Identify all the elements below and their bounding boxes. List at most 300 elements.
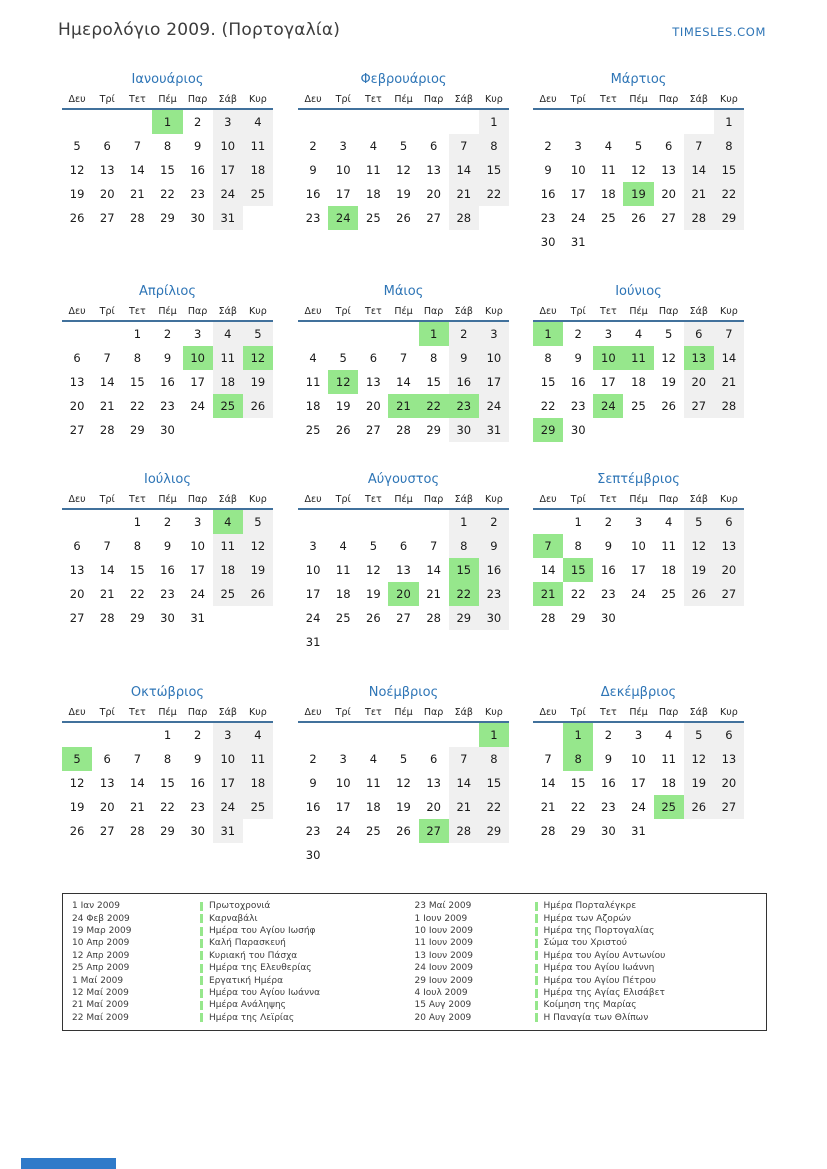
month-block: [533, 282, 744, 442]
day-cell: 4: [604, 139, 613, 153]
weekend-day-cell: 10: [479, 346, 509, 370]
holiday-day-cell: 10: [593, 346, 623, 370]
holiday-marker-bar: [200, 1001, 203, 1010]
day-cell: 3: [193, 327, 202, 341]
day-cell: 2: [574, 327, 582, 341]
weekday-label: Παρ: [187, 494, 208, 505]
legend-row: [72, 999, 415, 1011]
month-title[interactable]: Φεβρουάριος: [360, 72, 447, 87]
day-cell: 24: [335, 824, 351, 838]
weekend-day-cell: 6: [714, 510, 744, 534]
weekend-day-cell: 10: [213, 747, 243, 771]
weekday-header: [62, 707, 273, 723]
weekday-header: [298, 494, 509, 510]
weekend-day-cell: 27: [714, 582, 744, 606]
day-cell: 8: [133, 539, 142, 553]
day-cell: 10: [190, 539, 205, 553]
day-cell: 17: [335, 800, 351, 814]
weekend-day-cell: 18: [243, 771, 273, 795]
weekend-day-cell: 24: [479, 394, 509, 418]
weekday-label: Σάβ: [218, 494, 237, 505]
weekend-day-cell: 28: [684, 206, 714, 230]
day-cell: 20: [426, 800, 441, 814]
holiday-day-cell: 1: [419, 322, 449, 346]
legend-column-left: [72, 900, 415, 1024]
month-title[interactable]: Απρίλιος: [138, 284, 197, 299]
day-grid: [298, 322, 509, 442]
legend-row: [72, 950, 415, 962]
legend-date: 20 Αυγ 2009: [414, 1012, 472, 1023]
day-cell: 21: [426, 587, 441, 601]
legend-date: 1 Μαί 2009: [72, 975, 124, 986]
day-cell: 16: [305, 187, 321, 201]
month-title[interactable]: Αύγουστος: [367, 472, 440, 487]
empty-day-cell: [623, 606, 653, 630]
empty-day-cell: [684, 819, 714, 843]
day-cell: 6: [369, 351, 378, 365]
day-cell: 8: [133, 351, 142, 365]
day-cell: 8: [163, 752, 172, 766]
weekday-header: [533, 306, 744, 322]
weekday-label: Κυρ: [249, 494, 267, 505]
day-grid: [298, 110, 509, 230]
weekday-label: Σάβ: [454, 707, 473, 718]
weekday-label: Δευ: [68, 306, 86, 317]
day-cell: 3: [309, 539, 317, 553]
weekend-day-cell: 13: [714, 747, 744, 771]
weekday-label: Κυρ: [249, 306, 267, 317]
day-cell: 21: [99, 587, 115, 601]
legend-holiday-name: Ημέρα του Αγίου Ιωάννη: [543, 963, 655, 974]
weekday-label: Σάβ: [689, 306, 708, 317]
weekend-day-cell: 14: [714, 346, 744, 370]
weekday-label: Τρί: [99, 494, 115, 505]
day-cell: 6: [399, 539, 408, 553]
legend-date: 13 Ιουν 2009: [414, 950, 473, 961]
day-grid: [533, 510, 744, 630]
weekend-day-cell: 1: [479, 110, 509, 134]
day-cell: 23: [190, 800, 205, 814]
weekday-label: Τρί: [570, 707, 586, 718]
weekday-label: Κυρ: [485, 94, 503, 105]
day-cell: 29: [570, 824, 586, 838]
day-cell: 22: [160, 187, 175, 201]
holiday-day-cell: 7: [533, 534, 563, 558]
day-cell: 8: [429, 351, 438, 365]
day-cell: 30: [601, 611, 616, 625]
day-cell: 24: [190, 399, 205, 413]
legend-date: 10 Απρ 2009: [72, 938, 130, 949]
day-cell: 3: [574, 139, 582, 153]
legend-date: 1 Ιαν 2009: [72, 901, 120, 912]
day-cell: 21: [130, 187, 145, 201]
day-cell: 26: [631, 211, 646, 225]
empty-day-cell: [714, 418, 744, 442]
weekday-label: Τετ: [129, 494, 146, 505]
weekday-label: Δευ: [304, 707, 322, 718]
day-cell: 7: [399, 351, 408, 365]
weekend-day-cell: 27: [714, 795, 744, 819]
legend-holiday-name: Ημέρα Πορταλέγκρε: [543, 901, 637, 912]
day-cell: 20: [69, 399, 85, 413]
legend-holiday-name: Καρναβάλι: [209, 913, 258, 924]
legend-holiday-name: Ημέρα της Αγίας Ελισάβετ: [543, 988, 665, 999]
day-cell: 9: [193, 139, 202, 153]
day-cell: 6: [73, 351, 81, 365]
empty-day-cell: [479, 630, 509, 654]
empty-day-cell: [654, 230, 684, 254]
legend-row: [72, 937, 415, 949]
day-cell: 31: [305, 635, 321, 649]
day-cell: 21: [130, 800, 145, 814]
day-cell: 16: [570, 375, 586, 389]
day-cell: 11: [661, 752, 676, 766]
day-cell: 2: [193, 728, 202, 742]
month-title[interactable]: Ιανουάριος: [131, 72, 204, 87]
day-cell: 24: [631, 587, 646, 601]
holiday-day-cell: 29: [533, 418, 563, 442]
legend-row: [415, 974, 758, 986]
empty-day-cell: [122, 723, 152, 747]
month-block: [533, 70, 744, 254]
legend-date: 12 Μαί 2009: [72, 988, 129, 999]
day-cell: 18: [335, 587, 351, 601]
empty-day-cell: [449, 723, 479, 747]
weekday-label: Τετ: [600, 707, 617, 718]
month-title[interactable]: Μάρτιος: [610, 72, 667, 87]
weekend-day-cell: 21: [449, 795, 479, 819]
weekday-label: Παρ: [187, 707, 208, 718]
weekend-day-cell: 2: [479, 510, 509, 534]
weekend-day-cell: 18: [243, 158, 273, 182]
day-cell: 12: [661, 351, 676, 365]
empty-day-cell: [213, 418, 243, 442]
weekend-day-cell: 6: [714, 723, 744, 747]
day-cell: 18: [366, 800, 381, 814]
month-title[interactable]: Δεκέμβριος: [600, 685, 677, 700]
day-cell: 9: [163, 539, 172, 553]
weekend-day-cell: 6: [684, 322, 714, 346]
day-cell: 15: [160, 163, 175, 177]
empty-day-cell: [419, 110, 449, 134]
day-cell: 28: [426, 611, 441, 625]
weekend-day-cell: 5: [243, 322, 273, 346]
day-cell: 14: [540, 563, 556, 577]
day-cell: 24: [190, 587, 205, 601]
day-cell: 26: [366, 611, 381, 625]
day-cell: 29: [130, 423, 145, 437]
legend-date: 24 Φεβ 2009: [72, 913, 130, 924]
day-cell: 9: [163, 351, 172, 365]
month-title[interactable]: Σεπτέμβριος: [597, 472, 680, 487]
weekend-day-cell: 22: [479, 795, 509, 819]
holiday-day-cell: 11: [623, 346, 653, 370]
day-cell: 29: [570, 611, 586, 625]
holiday-day-cell: 20: [388, 582, 418, 606]
legend-date: 11 Ιουν 2009: [414, 938, 473, 949]
day-cell: 6: [429, 752, 438, 766]
holiday-day-cell: 1: [533, 322, 563, 346]
day-cell: 5: [369, 539, 378, 553]
weekend-day-cell: 16: [479, 558, 509, 582]
holiday-day-cell: 1: [563, 723, 593, 747]
weekend-day-cell: 31: [213, 206, 243, 230]
empty-day-cell: [298, 723, 328, 747]
legend-column-right: [415, 900, 758, 1024]
weekend-day-cell: 3: [479, 322, 509, 346]
month-block: [62, 282, 273, 442]
day-cell: 22: [540, 399, 556, 413]
day-cell: 18: [631, 375, 646, 389]
day-cell: 18: [601, 187, 616, 201]
day-cell: 19: [335, 399, 351, 413]
weekend-day-cell: 15: [479, 158, 509, 182]
weekday-label: Πέμ: [158, 94, 177, 105]
day-cell: 28: [130, 824, 145, 838]
empty-day-cell: [419, 630, 449, 654]
empty-day-cell: [684, 110, 714, 134]
day-cell: 13: [99, 163, 115, 177]
day-cell: 6: [429, 139, 438, 153]
day-cell: 25: [661, 587, 676, 601]
day-cell: 2: [544, 139, 552, 153]
day-cell: 29: [130, 611, 145, 625]
weekend-day-cell: 8: [714, 134, 744, 158]
holiday-day-cell: 24: [593, 394, 623, 418]
empty-day-cell: [449, 110, 479, 134]
day-cell: 13: [366, 375, 381, 389]
weekday-label: Τρί: [335, 707, 351, 718]
weekend-day-cell: 9: [479, 534, 509, 558]
day-cell: 17: [305, 587, 321, 601]
day-cell: 19: [366, 587, 381, 601]
legend-row: [415, 925, 758, 937]
weekend-day-cell: 18: [213, 370, 243, 394]
legend-holiday-name: Η Παναγία των Θλίπων: [543, 1012, 649, 1023]
empty-day-cell: [388, 630, 418, 654]
weekend-day-cell: 4: [243, 723, 273, 747]
month-block: [298, 282, 509, 442]
day-cell: 23: [540, 211, 556, 225]
weekend-day-cell: 23: [479, 582, 509, 606]
legend-date: 22 Μαί 2009: [72, 1012, 129, 1023]
day-cell: 17: [335, 187, 351, 201]
empty-day-cell: [62, 110, 92, 134]
day-cell: 18: [661, 776, 676, 790]
day-cell: 9: [604, 539, 613, 553]
day-cell: 4: [634, 327, 643, 341]
legend-holiday-name: Ημέρα Ανάληψης: [209, 1000, 286, 1011]
weekday-label: Σάβ: [454, 494, 473, 505]
empty-day-cell: [479, 843, 509, 867]
holiday-day-cell: 19: [623, 182, 653, 206]
day-cell: 9: [574, 351, 582, 365]
empty-day-cell: [328, 110, 358, 134]
weekend-day-cell: 15: [479, 771, 509, 795]
holiday-marker-bar: [200, 902, 203, 911]
weekday-label: Τετ: [365, 94, 382, 105]
weekday-label: Πέμ: [394, 306, 413, 317]
empty-day-cell: [328, 630, 358, 654]
holiday-marker-bar: [535, 989, 538, 998]
day-cell: 23: [601, 587, 616, 601]
day-cell: 2: [604, 728, 613, 742]
day-cell: 13: [396, 563, 411, 577]
month-title[interactable]: Μάιος: [383, 284, 424, 299]
page-title: Ημερολόγιο 2009. (Πορτογαλία): [58, 20, 341, 40]
holiday-day-cell: 22: [419, 394, 449, 418]
day-cell: 22: [130, 399, 145, 413]
weekday-label: Πέμ: [394, 707, 413, 718]
day-cell: 19: [69, 800, 85, 814]
weekday-label: Δευ: [539, 494, 557, 505]
day-cell: 26: [396, 211, 411, 225]
day-cell: 13: [69, 375, 85, 389]
day-cell: 26: [661, 399, 676, 413]
weekend-day-cell: 21: [684, 182, 714, 206]
day-cell: 20: [69, 587, 85, 601]
day-cell: 28: [540, 611, 556, 625]
day-cell: 16: [190, 776, 205, 790]
day-cell: 9: [309, 776, 317, 790]
weekday-label: Παρ: [423, 707, 444, 718]
day-cell: 9: [193, 752, 202, 766]
holiday-day-cell: 25: [213, 394, 243, 418]
weekday-label: Δευ: [68, 707, 86, 718]
weekday-label: Κυρ: [485, 494, 503, 505]
weekday-label: Τετ: [129, 707, 146, 718]
day-cell: 23: [160, 399, 175, 413]
empty-day-cell: [419, 723, 449, 747]
day-cell: 30: [190, 211, 205, 225]
weekend-day-cell: 11: [243, 134, 273, 158]
legend-holiday-name: Ημέρα των Αζορών: [543, 913, 632, 924]
day-cell: 3: [339, 139, 347, 153]
weekend-day-cell: 5: [684, 510, 714, 534]
weekday-header: [533, 494, 744, 510]
weekday-label: Τετ: [600, 306, 617, 317]
day-cell: 16: [160, 375, 175, 389]
day-cell: 25: [305, 423, 321, 437]
weekday-label: Τετ: [365, 707, 382, 718]
day-cell: 8: [544, 351, 552, 365]
holiday-marker-bar: [200, 939, 203, 948]
day-cell: 28: [99, 423, 115, 437]
month-title[interactable]: Ιούνιος: [615, 284, 662, 299]
legend-holiday-name: Ημέρα του Αγίου Ιωσήφ: [209, 926, 316, 937]
weekday-label: Δευ: [539, 306, 557, 317]
legend-row: [72, 900, 415, 912]
legend-row: [72, 974, 415, 986]
day-cell: 10: [631, 752, 646, 766]
weekday-label: Δευ: [539, 94, 557, 105]
holiday-day-cell: 21: [533, 582, 563, 606]
day-cell: 21: [540, 800, 556, 814]
weekend-day-cell: 4: [243, 110, 273, 134]
empty-day-cell: [563, 110, 593, 134]
day-cell: 5: [664, 327, 673, 341]
weekend-day-cell: 26: [684, 795, 714, 819]
legend-date: 1 Ιουν 2009: [414, 913, 468, 924]
weekend-day-cell: 21: [714, 370, 744, 394]
empty-day-cell: [449, 630, 479, 654]
day-cell: 15: [426, 375, 441, 389]
month-block: [533, 683, 744, 843]
day-cell: 11: [366, 163, 381, 177]
day-cell: 13: [426, 163, 441, 177]
empty-day-cell: [479, 206, 509, 230]
empty-day-cell: [358, 723, 388, 747]
weekday-label: Τετ: [129, 94, 146, 105]
weekend-day-cell: 13: [714, 534, 744, 558]
legend-date: 25 Απρ 2009: [72, 963, 130, 974]
weekday-label: Σάβ: [689, 494, 708, 505]
weekend-day-cell: 16: [449, 370, 479, 394]
month-title[interactable]: Οκτώβριος: [130, 685, 205, 700]
day-cell: 12: [69, 163, 85, 177]
month-block: [298, 470, 509, 654]
day-cell: 27: [69, 423, 85, 437]
day-cell: 7: [133, 139, 142, 153]
empty-day-cell: [388, 510, 418, 534]
day-cell: 12: [396, 163, 411, 177]
day-cell: 16: [601, 563, 616, 577]
day-cell: 26: [69, 824, 85, 838]
holiday-marker-bar: [200, 914, 203, 923]
legend-row: [72, 925, 415, 937]
day-cell: 9: [604, 752, 613, 766]
empty-day-cell: [623, 110, 653, 134]
empty-day-cell: [388, 110, 418, 134]
day-cell: 20: [99, 800, 115, 814]
legend-holiday-name: Ημέρα της Ελευθερίας: [209, 963, 312, 974]
day-cell: 27: [99, 211, 115, 225]
weekend-day-cell: 10: [213, 134, 243, 158]
month-title[interactable]: Νοέμβριος: [368, 685, 439, 700]
day-cell: 11: [661, 539, 676, 553]
holiday-day-cell: 27: [419, 819, 449, 843]
legend-row: [415, 900, 758, 912]
day-cell: 10: [570, 163, 586, 177]
holiday-day-cell: 1: [152, 110, 182, 134]
empty-day-cell: [684, 230, 714, 254]
weekend-day-cell: 8: [479, 747, 509, 771]
day-cell: 5: [634, 139, 643, 153]
weekday-header: [533, 94, 744, 110]
weekend-day-cell: 2: [449, 322, 479, 346]
holiday-marker-bar: [535, 914, 538, 923]
day-cell: 11: [601, 163, 616, 177]
holiday-day-cell: 21: [388, 394, 418, 418]
empty-day-cell: [243, 606, 273, 630]
weekday-label: Τρί: [99, 306, 115, 317]
weekend-day-cell: 18: [213, 558, 243, 582]
holiday-day-cell: 1: [479, 723, 509, 747]
weekend-day-cell: 30: [479, 606, 509, 630]
weekend-day-cell: 7: [714, 322, 744, 346]
month-title[interactable]: Ιούλιος: [144, 472, 191, 487]
holiday-marker-bar: [200, 989, 203, 998]
holiday-marker-bar: [200, 927, 203, 936]
weekend-day-cell: 28: [449, 206, 479, 230]
site-link[interactable]: TIMESLES.COM: [672, 25, 766, 39]
weekend-day-cell: 14: [684, 158, 714, 182]
legend-date: 19 Μαρ 2009: [72, 926, 132, 937]
day-cell: 24: [570, 211, 586, 225]
day-cell: 31: [631, 824, 646, 838]
day-cell: 9: [309, 163, 317, 177]
empty-day-cell: [358, 510, 388, 534]
